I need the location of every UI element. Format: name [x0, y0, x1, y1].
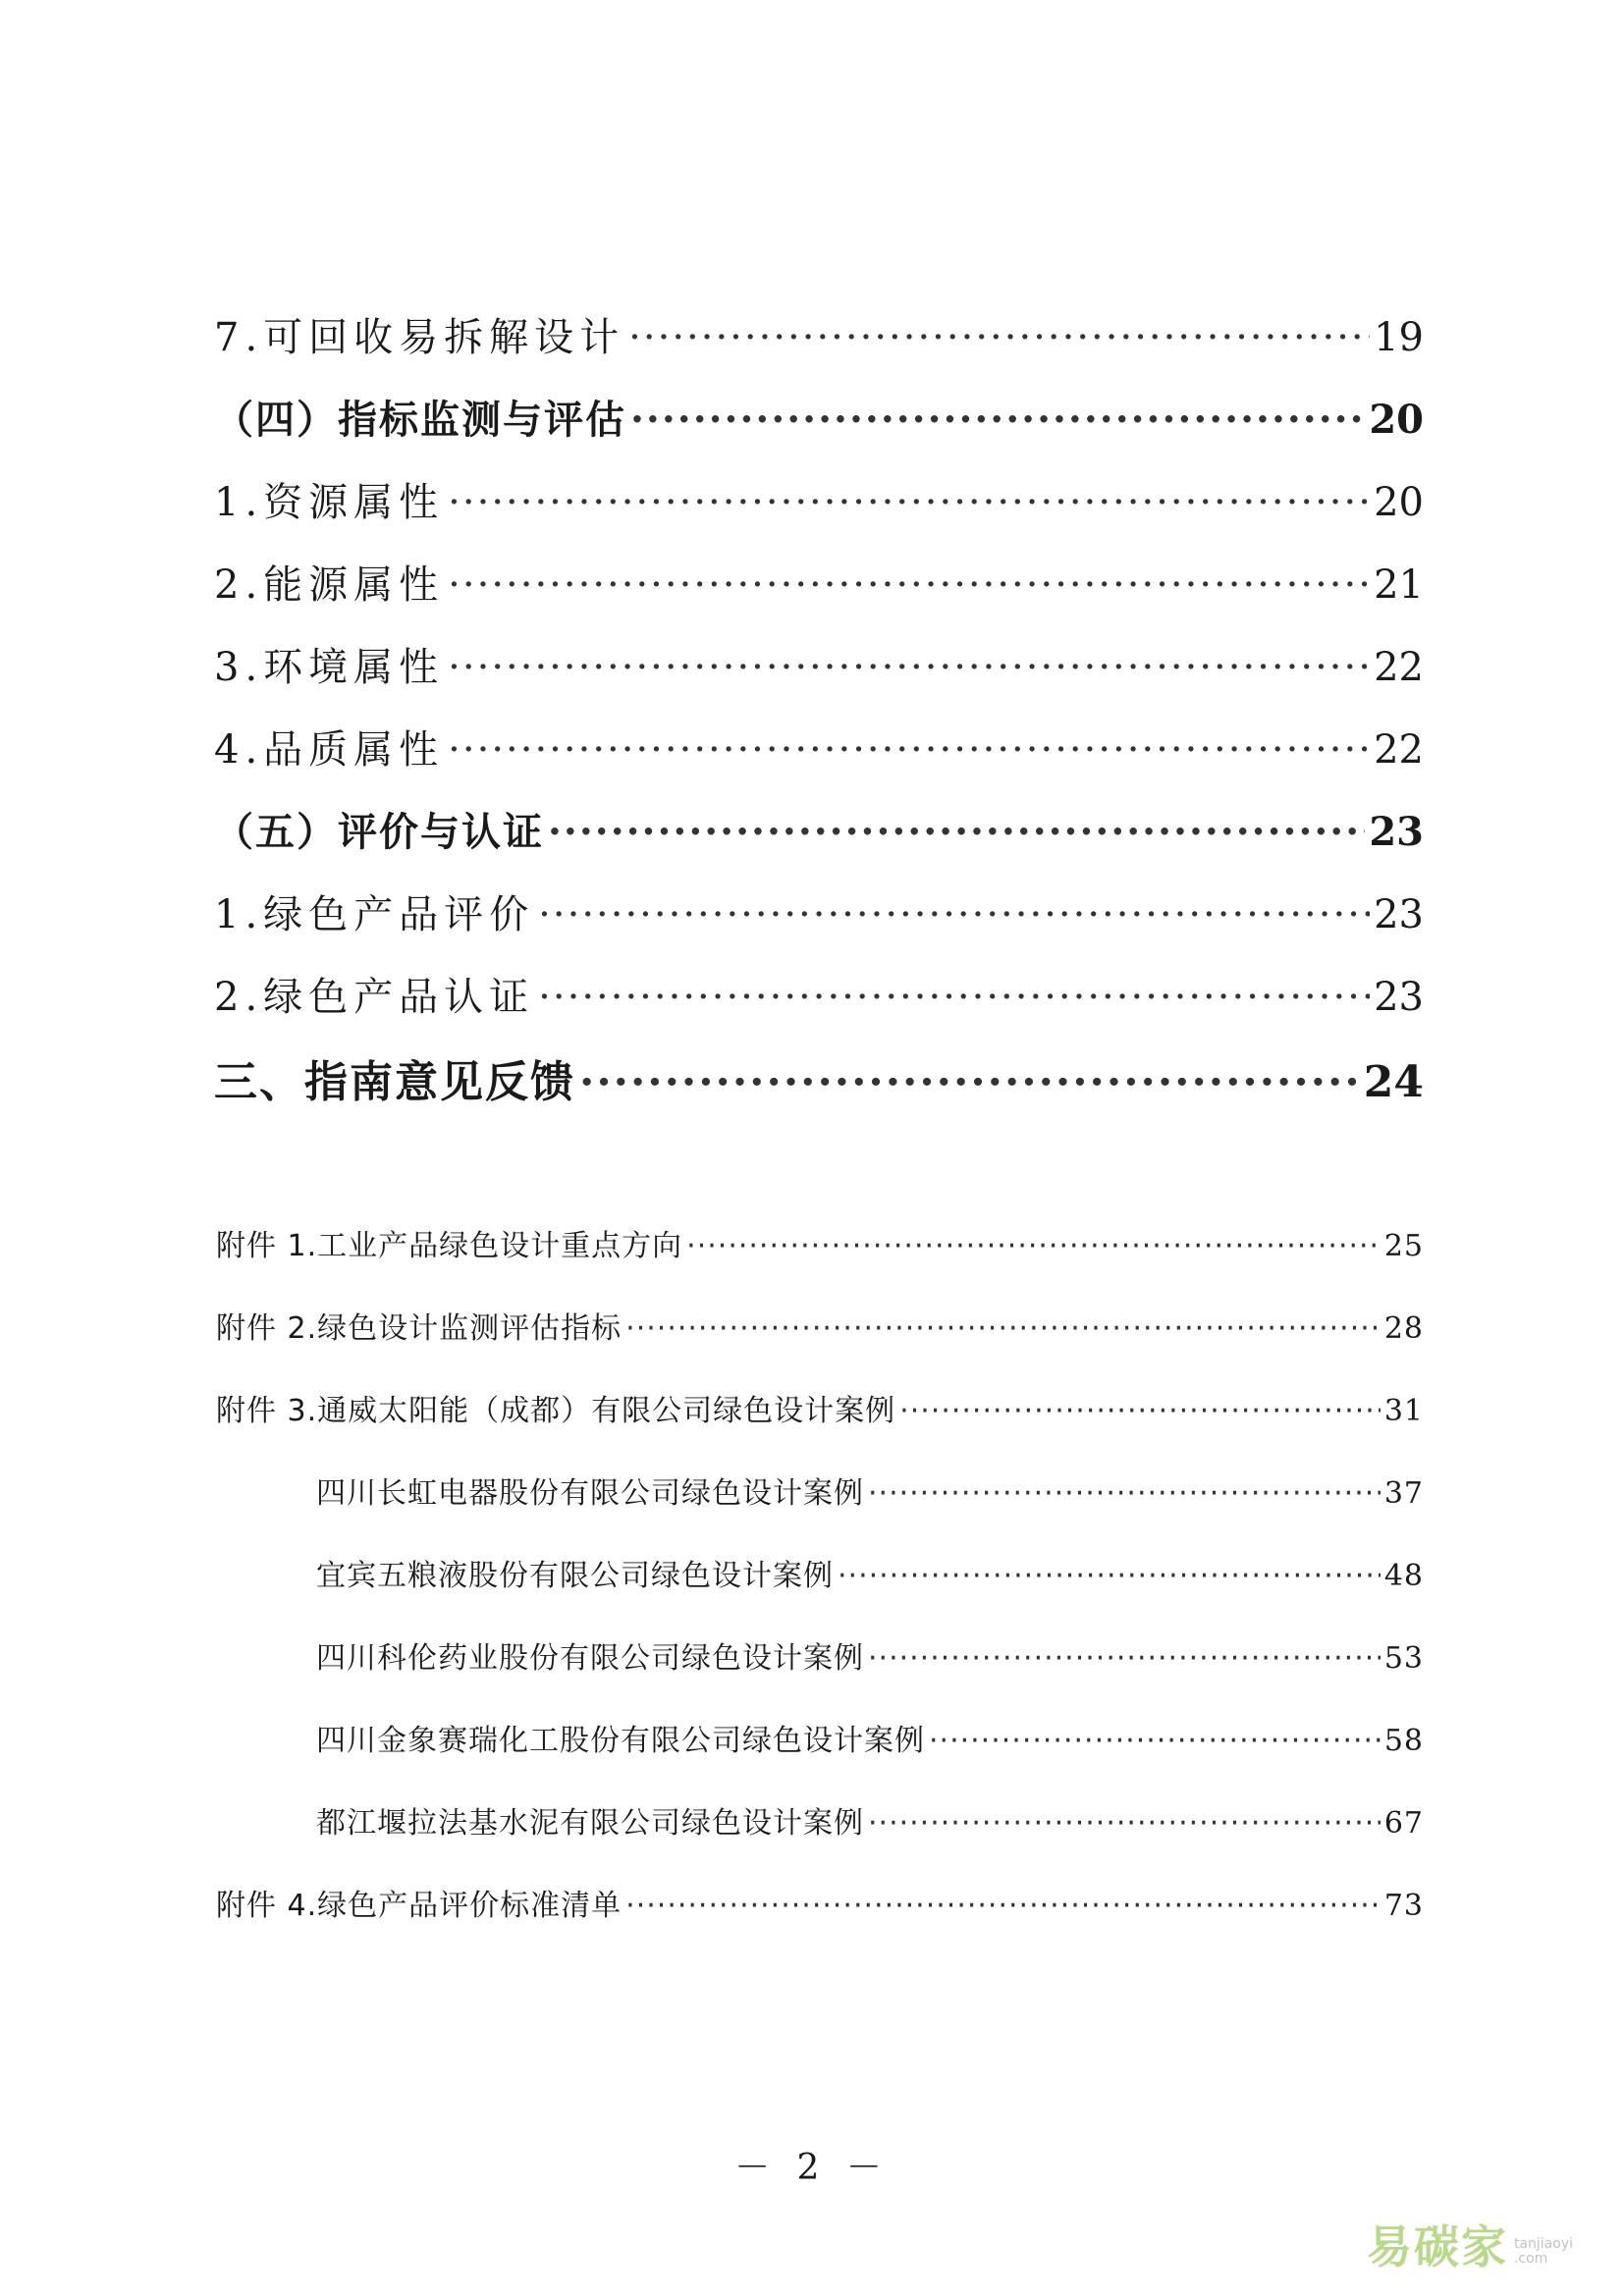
attachment-entry-jinxiang[interactable] — [316, 1716, 1424, 1759]
dot-leader — [579, 1057, 1360, 1107]
toc-entry-chapter-3[interactable] — [214, 1046, 1424, 1107]
attachment-entry-kelun[interactable] — [316, 1633, 1424, 1677]
attachment-label: 都江堰拉法基水泥有限公司绿色设计案例 — [316, 1806, 864, 1841]
attachment-page: 31 — [1383, 1394, 1424, 1428]
attachment-label: 宜宾五粮液股份有限公司绿色设计案例 — [316, 1559, 834, 1593]
toc-entry-page: 23 — [1374, 892, 1424, 937]
toc-entry-label: 三、指南意见反馈 — [214, 1057, 575, 1107]
attachment-page: 67 — [1383, 1806, 1424, 1841]
toc-entry-label: （四）指标监测与评估 — [214, 397, 626, 443]
dot-leader — [625, 1311, 1380, 1346]
attachment-page: 53 — [1383, 1641, 1424, 1676]
attachment-label: 四川金象赛瑞化工股份有限公司绿色设计案例 — [316, 1724, 925, 1758]
dot-leader — [929, 1724, 1380, 1758]
toc-entry-resource-attributes[interactable] — [214, 471, 1424, 526]
attachment-label: 附件 4.绿色产品评价标准清单 — [216, 1889, 623, 1923]
toc-entry-energy-attributes[interactable] — [214, 554, 1424, 609]
toc-entry-page: 23 — [1369, 809, 1424, 855]
toc-entry-page: 20 — [1374, 480, 1424, 525]
dot-leader — [448, 480, 1370, 525]
watermark-domain-line1: tanjiaoyi — [1513, 2236, 1573, 2252]
toc-entry-page: 23 — [1374, 975, 1424, 1020]
dot-leader — [538, 892, 1370, 937]
toc-entry-quality-attributes[interactable] — [214, 719, 1424, 774]
attachment-entry-4[interactable] — [216, 1881, 1424, 1924]
dot-leader — [838, 1559, 1380, 1593]
toc-entry-page: 21 — [1374, 562, 1424, 608]
attachment-page: 58 — [1383, 1724, 1424, 1758]
watermark-text: 易碳家 — [1366, 2220, 1508, 2273]
toc-entry-page: 22 — [1374, 645, 1424, 690]
page-number: － 2 － — [734, 2148, 890, 2188]
toc-entry-section-4[interactable] — [214, 389, 1424, 444]
attachment-label: 四川科伦药业股份有限公司绿色设计案例 — [316, 1641, 864, 1676]
attachment-page: 37 — [1383, 1476, 1424, 1511]
dot-leader — [686, 1229, 1380, 1263]
watermark-logo — [1367, 2212, 1573, 2276]
dot-leader — [448, 727, 1370, 773]
toc-entry-green-product-certification[interactable] — [214, 966, 1424, 1021]
attachment-page: 48 — [1383, 1559, 1424, 1593]
attachment-label: 附件 2.绿色设计监测评估指标 — [216, 1311, 623, 1346]
dot-leader — [448, 645, 1370, 690]
toc-entry-page: 24 — [1363, 1057, 1424, 1107]
attachment-entry-2[interactable] — [216, 1304, 1424, 1347]
attachment-entry-wuliangye[interactable] — [316, 1551, 1424, 1594]
toc-entry-label: 2.绿色产品认证 — [214, 975, 535, 1020]
dot-leader — [899, 1394, 1380, 1428]
toc-entry-label: 2.能源属性 — [214, 562, 445, 608]
dot-leader — [868, 1806, 1380, 1841]
toc-entry-page: 22 — [1374, 727, 1424, 773]
dot-leader — [448, 562, 1370, 608]
attachment-entry-1[interactable] — [216, 1221, 1424, 1264]
attachment-page: 28 — [1383, 1311, 1424, 1346]
toc-entry-recyclable-design[interactable] — [214, 306, 1424, 361]
dot-leader — [628, 315, 1370, 360]
toc-entry-environment-attributes[interactable] — [214, 636, 1424, 691]
attachment-entry-3[interactable] — [216, 1386, 1424, 1429]
attachment-label: 四川长虹电器股份有限公司绿色设计案例 — [316, 1476, 864, 1511]
toc-entry-page: 20 — [1369, 397, 1424, 443]
toc-entry-label: 7.可回收易拆解设计 — [214, 315, 625, 360]
toc-entry-label: （五）评价与认证 — [214, 809, 544, 855]
toc-entry-label: 3.环境属性 — [214, 645, 445, 690]
dot-leader — [868, 1641, 1380, 1676]
watermark-domain-line2: .com — [1513, 2251, 1548, 2267]
attachment-label: 附件 3.通威太阳能（成都）有限公司绿色设计案例 — [216, 1394, 896, 1428]
toc-entry-green-product-evaluation[interactable] — [214, 883, 1424, 938]
toc-entry-section-5[interactable] — [214, 801, 1424, 856]
toc-entry-page: 19 — [1374, 315, 1424, 360]
watermark-domain — [1514, 2237, 1573, 2267]
attachment-label: 附件 1.工业产品绿色设计重点方向 — [216, 1229, 683, 1263]
attachment-entry-lafarge[interactable] — [316, 1798, 1424, 1842]
dot-leader — [630, 397, 1365, 443]
attachment-page: 25 — [1383, 1229, 1424, 1263]
dot-leader — [538, 975, 1370, 1020]
attachment-entry-changhong[interactable] — [316, 1468, 1424, 1512]
dot-leader — [868, 1476, 1380, 1511]
attachment-page: 73 — [1383, 1889, 1424, 1923]
dot-leader — [625, 1889, 1380, 1923]
toc-entry-label: 4.品质属性 — [214, 727, 445, 773]
dot-leader — [548, 809, 1365, 855]
toc-entry-label: 1.资源属性 — [214, 480, 445, 525]
toc-entry-label: 1.绿色产品评价 — [214, 892, 535, 937]
